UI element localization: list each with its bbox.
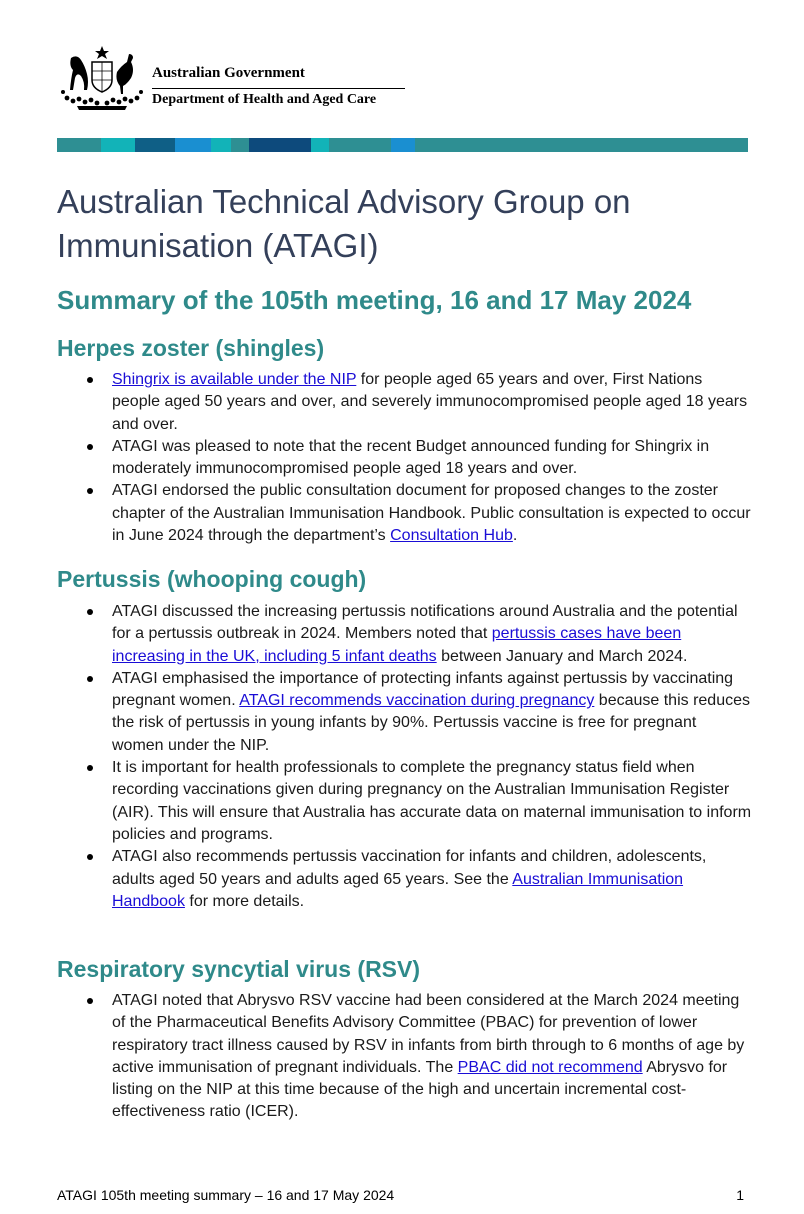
bar-segment [175,138,211,152]
bullet-list-rsv [82,990,752,1124]
bullet-text: because this reduces the risk of pertussis in young infants by 90%. Pertussis vaccine is free for pregnant women under the NIP. [112,692,750,754]
bullet-item [82,668,752,757]
bullet-dot-icon [87,488,93,494]
bullet-list-shingles [82,369,752,547]
bar-segment [231,138,249,152]
bullet-list-pertussis [82,601,752,913]
bar-segment [135,138,175,152]
inline-link[interactable]: PBAC did not recommend [457,1058,643,1076]
bullet-text: ATAGI emphasised the importance of protecting infants against pertussis by vaccinating pregnant women. [112,669,734,710]
bar-segment [57,138,101,152]
bullet-item [82,601,752,668]
decorative-color-bar [57,138,748,152]
section-heading-shingles: Herpes zoster (shingles) [57,335,325,361]
bullet-item [82,480,752,547]
bullet-text: for people aged 65 years and over, First Nations people aged 50 years and over, and severely immunocompromised people aged 18 years and over. [112,371,748,433]
bullet-text: between January and March 2024. [436,647,688,665]
inline-link[interactable]: Consultation Hub [390,527,513,545]
bar-segment [415,138,748,152]
section-heading-pertussis: Pertussis (whooping cough) [57,566,367,592]
bar-segment [391,138,415,152]
government-name: Australian Government [152,65,305,81]
bullet-dot-icon [87,377,93,383]
bullet-text: ATAGI endorsed the public consultation document for proposed changes to the zoster chapter of the Australian Immunisation Handbook. Public consultation is expected to occur in June 2024 through the department’s [112,482,751,545]
bullet-text: ATAGI noted that Abrysvo RSV vaccine had been considered at the March 2024 meeting of the Pharmaceutical Benefits Advisory Committee (PBAC) for prevention of lower respiratory tract illness caused by RSV in infants from birth through to 6 months of age by active immunisation of pregnant individuals. The [112,992,745,1076]
bar-segment [211,138,231,152]
bar-segment [101,138,135,152]
bullet-text: ATAGI was pleased to note that the recent Budget announced funding for Shingrix in moderately immunocompromised people aged 18 years and over. [112,437,710,478]
inline-link[interactable]: pertussis cases have been increasing in the UK, including 5 infant deaths [112,625,682,665]
bullet-item [82,369,752,436]
bullet-dot-icon [87,609,93,615]
bullet-text: for more details. [184,892,305,910]
section-heading-rsv: Respiratory syncytial virus (RSV) [57,956,421,982]
bullet-dot-icon [87,444,93,450]
page-number: 1 [736,1187,744,1203]
bar-segment [329,138,391,152]
department-name: Department of Health and Aged Care [152,92,377,107]
bullet-item [82,757,752,846]
footer-text: ATAGI 105th meeting summary – 16 and 17 May 2024 [57,1187,395,1203]
bullet-dot-icon [87,676,93,682]
bullet-text: . [512,527,518,545]
bar-segment [249,138,311,152]
bullet-dot-icon [87,765,93,771]
bullet-text: ATAGI also recommends pertussis vaccination for infants and children, adolescents, adults aged 50 years and adults aged 65 years. See the [112,848,707,888]
gov-header [57,44,417,114]
bullet-text: ATAGI discussed the increasing pertussis notifications around Australia and the potential for a pertussis outbreak in 2024. Members noted that [112,603,738,643]
inline-link[interactable]: Shingrix is available under the NIP [112,371,357,388]
bullet-text: Abrysvo for listing on the NIP at this time because of the high and uncertain incremental cost-effectiveness ratio (ICER). [112,1058,728,1121]
coat-of-arms-icon [57,44,147,112]
page-subtitle: Summary of the 105th meeting, 16 and 17 May 2024 [57,285,692,315]
bullet-dot-icon [87,854,93,860]
bullet-item [82,990,752,1124]
bullet-item [82,846,752,913]
inline-link[interactable]: Australian Immunisation Handbook [112,870,684,910]
header-divider [152,88,405,89]
bullet-dot-icon [87,998,93,1004]
bar-segment [311,138,329,152]
inline-link[interactable]: ATAGI recommends vaccination during pregnancy [239,692,595,710]
page-title: Australian Technical Advisory Group on Immunisation (ATAGI) [57,183,631,264]
bullet-item [82,436,752,481]
bullet-text: It is important for health professionals to complete the pregnancy status field when recording vaccinations given during pregnancy on the Australian Immunisation Register (AIR). This will ensure that Australia has accurate data on maternal immunisation to inform policies and programs. [112,759,752,843]
